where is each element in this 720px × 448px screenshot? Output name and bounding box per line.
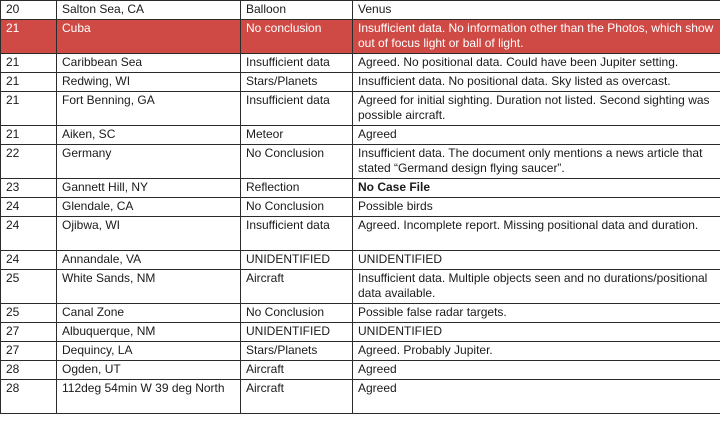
location-cell: Cuba	[57, 20, 241, 54]
table-row	[1, 342, 720, 361]
day-cell: 24	[1, 251, 57, 270]
conclusion-cell: No Conclusion	[241, 145, 353, 179]
day-cell: 20	[1, 1, 57, 20]
day-cell: 25	[1, 270, 57, 304]
note-cell: Insufficient data. No positional data. Sky listed as overcast.	[353, 73, 720, 92]
day-cell: 21	[1, 126, 57, 145]
table-row	[1, 217, 720, 251]
conclusion-cell: Stars/Planets	[241, 73, 353, 92]
location-cell: Redwing, WI	[57, 73, 241, 92]
note-cell: Insufficient data. The document only mentions a news article that stated “Germand design flying saucer”.	[353, 145, 720, 179]
table-row	[1, 54, 720, 73]
conclusion-cell: Aircraft	[241, 380, 353, 414]
conclusion-cell: UNIDENTIFIED	[241, 251, 353, 270]
table-row	[1, 198, 720, 217]
location-cell: Glendale, CA	[57, 198, 241, 217]
location-cell: Aiken, SC	[57, 126, 241, 145]
day-cell: 22	[1, 145, 57, 179]
note-cell: Agreed	[353, 361, 720, 380]
location-cell: Caribbean Sea	[57, 54, 241, 73]
note-cell: UNIDENTIFIED	[353, 251, 720, 270]
table-row	[1, 179, 720, 198]
day-cell: 24	[1, 198, 57, 217]
location-cell: Albuquerque, NM	[57, 323, 241, 342]
conclusion-cell: Balloon	[241, 1, 353, 20]
location-cell: 112deg 54min W 39 deg North	[57, 380, 241, 414]
table-row	[1, 304, 720, 323]
note-cell: No Case File	[353, 179, 720, 198]
table-row	[1, 145, 720, 179]
table-row	[1, 20, 720, 54]
location-cell: White Sands, NM	[57, 270, 241, 304]
conclusion-cell: Reflection	[241, 179, 353, 198]
table-row	[1, 1, 720, 20]
location-cell: Dequincy, LA	[57, 342, 241, 361]
location-cell: Fort Benning, GA	[57, 92, 241, 126]
note-cell: Insufficient data. No information other than the Photos, which show out of focus light or ball of light.	[353, 20, 720, 54]
sightings-table-body	[1, 1, 720, 414]
conclusion-cell: Aircraft	[241, 270, 353, 304]
day-cell: 28	[1, 380, 57, 414]
day-cell: 28	[1, 361, 57, 380]
day-cell: 25	[1, 304, 57, 323]
table-row	[1, 270, 720, 304]
conclusion-cell: UNIDENTIFIED	[241, 323, 353, 342]
note-cell: Agreed for initial sighting. Duration not listed. Second sighting was possible aircraft.	[353, 92, 720, 126]
note-cell: Agreed	[353, 126, 720, 145]
conclusion-cell: No Conclusion	[241, 198, 353, 217]
day-cell: 21	[1, 20, 57, 54]
location-cell: Germany	[57, 145, 241, 179]
day-cell: 27	[1, 323, 57, 342]
location-cell: Annandale, VA	[57, 251, 241, 270]
note-cell: Agreed	[353, 380, 720, 414]
location-cell: Ogden, UT	[57, 361, 241, 380]
table-row	[1, 92, 720, 126]
table-row	[1, 126, 720, 145]
conclusion-cell: Insufficient data	[241, 217, 353, 251]
note-cell: Agreed. Probably Jupiter.	[353, 342, 720, 361]
day-cell: 24	[1, 217, 57, 251]
conclusion-cell: Aircraft	[241, 361, 353, 380]
table-row	[1, 323, 720, 342]
location-cell: Salton Sea, CA	[57, 1, 241, 20]
table-row	[1, 380, 720, 414]
conclusion-cell: Meteor	[241, 126, 353, 145]
day-cell: 21	[1, 92, 57, 126]
note-cell: Possible false radar targets.	[353, 304, 720, 323]
table-row	[1, 361, 720, 380]
table-row	[1, 73, 720, 92]
note-cell: UNIDENTIFIED	[353, 323, 720, 342]
day-cell: 23	[1, 179, 57, 198]
location-cell: Ojibwa, WI	[57, 217, 241, 251]
note-cell: Agreed. No positional data. Could have been Jupiter setting.	[353, 54, 720, 73]
note-cell: Possible birds	[353, 198, 720, 217]
day-cell: 27	[1, 342, 57, 361]
table-row	[1, 251, 720, 270]
location-cell: Canal Zone	[57, 304, 241, 323]
conclusion-cell: Insufficient data	[241, 92, 353, 126]
location-cell: Gannett Hill, NY	[57, 179, 241, 198]
conclusion-cell: No Conclusion	[241, 304, 353, 323]
note-cell: Venus	[353, 1, 720, 20]
conclusion-cell: No conclusion	[241, 20, 353, 54]
conclusion-cell: Stars/Planets	[241, 342, 353, 361]
note-cell: Agreed. Incomplete report. Missing positional data and duration.	[353, 217, 720, 251]
day-cell: 21	[1, 73, 57, 92]
conclusion-cell: Insufficient data	[241, 54, 353, 73]
day-cell: 21	[1, 54, 57, 73]
note-cell: Insufficient data. Multiple objects seen and no durations/positional data available.	[353, 270, 720, 304]
